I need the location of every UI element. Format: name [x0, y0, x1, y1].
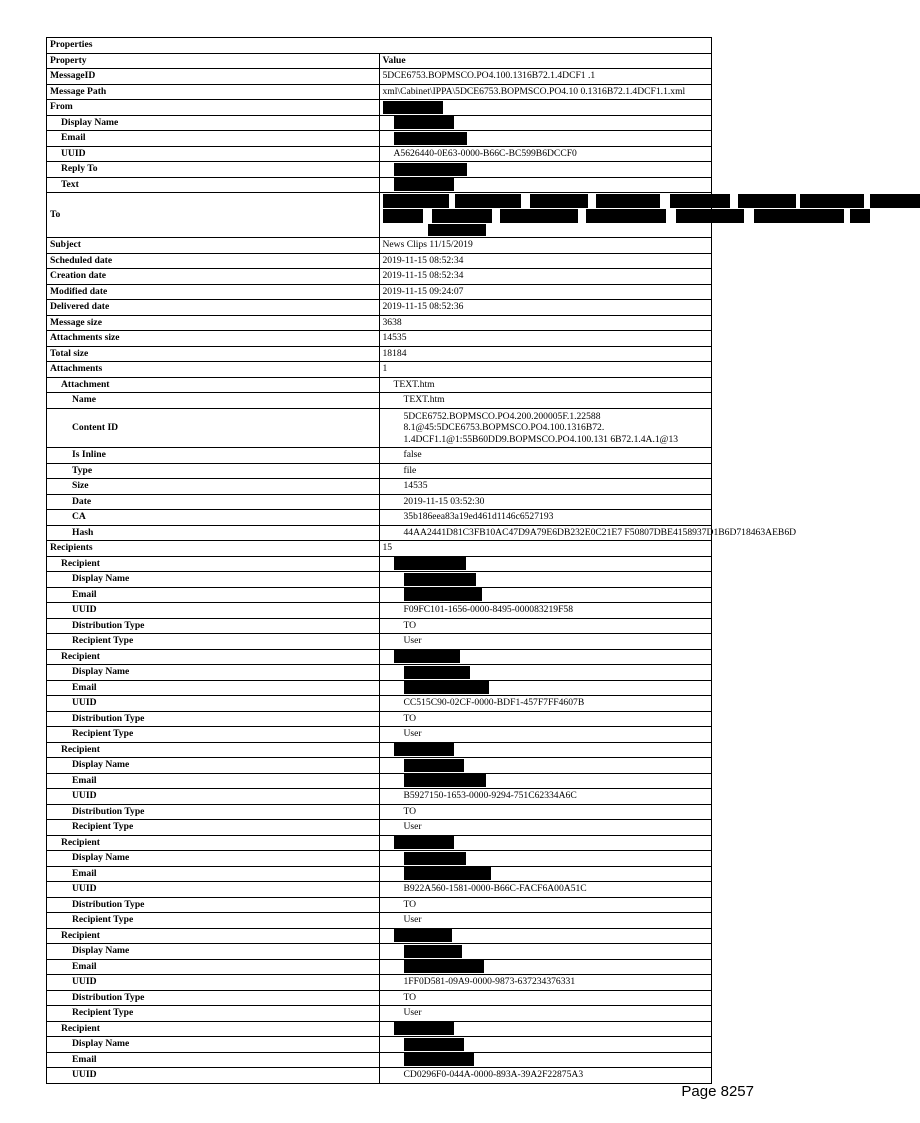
table-row	[47, 634, 712, 650]
property-value: TO	[379, 618, 712, 634]
redaction-bar	[850, 209, 870, 223]
redaction-bar	[394, 743, 454, 756]
table-row	[47, 300, 712, 316]
redacted-value	[379, 162, 712, 178]
property-label: Reply To	[47, 162, 380, 178]
table-row	[47, 284, 712, 300]
table-row	[47, 131, 712, 147]
table-row	[47, 238, 712, 254]
property-label: From	[47, 100, 380, 116]
page-number: Page 8257	[681, 1083, 754, 1100]
redacted-value	[379, 758, 712, 774]
property-label: Recipient	[47, 928, 380, 944]
property-label: Attachment	[47, 377, 380, 393]
table-row	[47, 448, 712, 464]
property-label: Email	[47, 131, 380, 147]
table-row	[47, 696, 712, 712]
property-value: 2019-11-15 09:24:07	[379, 284, 712, 300]
property-label: Email	[47, 866, 380, 882]
property-label: Name	[47, 393, 380, 409]
table-row	[47, 572, 712, 588]
redacted-value	[379, 835, 712, 851]
table-row	[47, 789, 712, 805]
property-label: Is Inline	[47, 448, 380, 464]
table-row	[47, 362, 712, 378]
property-label: Modified date	[47, 284, 380, 300]
properties-table	[46, 37, 797, 1084]
redacted-value	[379, 1021, 712, 1037]
table-row	[47, 1037, 712, 1053]
table-row	[47, 603, 712, 619]
property-label: Display Name	[47, 944, 380, 960]
property-value: 2019-11-15 08:52:36	[379, 300, 712, 316]
redaction-bar	[404, 945, 462, 958]
redacted-value	[379, 556, 712, 572]
property-value: 44AA2441D81C3FB10AC47D9A79E6DB232E0C21E7 F50807DBE4158937D1B6D718463AEB6D	[379, 525, 712, 541]
property-value: TEXT.htm	[379, 393, 712, 409]
table-row	[47, 393, 712, 409]
property-label: Content ID	[47, 408, 380, 448]
property-label: Recipient	[47, 742, 380, 758]
property-label: UUID	[47, 975, 380, 991]
redacted-value	[379, 851, 712, 867]
property-label: Scheduled date	[47, 253, 380, 269]
property-label: Message size	[47, 315, 380, 331]
table-row	[47, 556, 712, 572]
redacted-value	[379, 100, 712, 116]
property-label: CA	[47, 510, 380, 526]
redaction-bar	[404, 1038, 464, 1051]
table-row	[47, 680, 712, 696]
table-row	[47, 146, 712, 162]
table-row	[47, 990, 712, 1006]
table-row	[47, 928, 712, 944]
table-row	[47, 959, 712, 975]
property-label: Creation date	[47, 269, 380, 285]
property-value: CD0296F0-044A-0000-893A-39A2F22875A3	[379, 1068, 712, 1084]
table-row	[47, 649, 712, 665]
property-label: Type	[47, 463, 380, 479]
table-row	[47, 1052, 712, 1068]
redaction-bar	[870, 194, 920, 208]
property-label: Display Name	[47, 758, 380, 774]
properties-table-body	[47, 38, 797, 1084]
table-row	[47, 742, 712, 758]
property-label: Message Path	[47, 84, 380, 100]
property-value: 5DCE6753.BOPMSCO.PO4.100.1316B72.1.4DCF1 .1	[379, 69, 712, 85]
table-row	[47, 346, 712, 362]
table-row	[47, 253, 712, 269]
property-value: F09FC101-1656-0000-8495-000083219F58	[379, 603, 712, 619]
redacted-value	[379, 587, 712, 603]
property-label: Attachments size	[47, 331, 380, 347]
redaction-bar	[432, 209, 492, 223]
property-value: B922A560-1581-0000-B66C-FACF6A00A51C	[379, 882, 712, 898]
redaction-bar	[404, 666, 470, 679]
redacted-value	[379, 773, 712, 789]
property-value: 35b186eea83a19ed461d1146c6527193	[379, 510, 712, 526]
redacted-value	[379, 177, 712, 193]
property-label: Distribution Type	[47, 897, 380, 913]
table-row	[47, 525, 712, 541]
property-label: Distribution Type	[47, 804, 380, 820]
table-row	[47, 727, 712, 743]
redaction-bar	[670, 194, 730, 208]
property-label: Recipient Type	[47, 727, 380, 743]
property-label: UUID	[47, 696, 380, 712]
table-row	[47, 587, 712, 603]
property-label: Recipient Type	[47, 1006, 380, 1022]
property-value: User	[379, 820, 712, 836]
redaction-bar	[394, 929, 452, 942]
property-value: User	[379, 634, 712, 650]
property-label: Text	[47, 177, 380, 193]
property-label: Hash	[47, 525, 380, 541]
table-row	[47, 804, 712, 820]
table-row	[47, 494, 712, 510]
property-label: Subject	[47, 238, 380, 254]
property-value: TO	[379, 990, 712, 1006]
property-value: CC515C90-02CF-0000-BDF1-457F7FF4607B	[379, 696, 712, 712]
table-row	[47, 758, 712, 774]
table-row	[47, 866, 712, 882]
property-value: TO	[379, 711, 712, 727]
property-value: 1	[379, 362, 712, 378]
redacted-value	[379, 866, 712, 882]
redaction-bar	[404, 774, 486, 787]
redaction-bar	[394, 1022, 454, 1035]
property-value: TO	[379, 897, 712, 913]
table-row	[47, 1021, 712, 1037]
property-value: 5DCE6752.BOPMSCO.PO4.200.200005F.1.22588 8.1@45:5DCE6753.BOPMSCO.PO4.100.1316B72. 1.4DCF1.1@1:55B60DD9.BOPMSCO.PO4.100.131 6B72.1.4A.1@13	[379, 408, 712, 448]
redacted-value	[379, 665, 712, 681]
property-value: 1FF0D581-09A9-0000-9873-637234376331	[379, 975, 712, 991]
to-redacted-block	[379, 193, 712, 238]
property-value: TEXT.htm	[379, 377, 712, 393]
table-row	[47, 882, 712, 898]
property-label: Email	[47, 680, 380, 696]
property-label: UUID	[47, 1068, 380, 1084]
table-row	[47, 618, 712, 634]
property-value: xml\Cabinet\IPPA\5DCE6753.BOPMSCO.PO4.10 0.1316B72.1.4DCF1.1.xml	[379, 84, 712, 100]
redaction-bar	[394, 836, 454, 849]
column-header-row	[47, 53, 712, 69]
property-label: Size	[47, 479, 380, 495]
property-label: UUID	[47, 146, 380, 162]
property-label: Recipient Type	[47, 913, 380, 929]
property-label: Email	[47, 773, 380, 789]
table-row	[47, 479, 712, 495]
property-value: 2019-11-15 08:52:34	[379, 269, 712, 285]
redaction-bar	[404, 573, 476, 586]
table-row	[47, 115, 712, 131]
property-value: A5626440-0E63-0000-B66C-BC599B6DCCF0	[379, 146, 712, 162]
property-label: UUID	[47, 789, 380, 805]
redaction-bar	[394, 116, 454, 129]
redaction-bar	[800, 194, 864, 208]
redaction-bar	[394, 650, 460, 663]
table-row	[47, 177, 712, 193]
property-label: Email	[47, 1052, 380, 1068]
table-row	[47, 331, 712, 347]
table-row	[47, 193, 712, 238]
table-row	[47, 408, 712, 448]
table-row	[47, 665, 712, 681]
table-row	[47, 377, 712, 393]
redaction-bar	[754, 209, 844, 223]
property-label: Attachments	[47, 362, 380, 378]
property-label: Display Name	[47, 572, 380, 588]
property-label: Recipient	[47, 649, 380, 665]
property-label: Recipients	[47, 541, 380, 557]
property-value: 3638	[379, 315, 712, 331]
property-label: Display Name	[47, 851, 380, 867]
property-value: 2019-11-15 03:52:30	[379, 494, 712, 510]
table-row	[47, 315, 712, 331]
redaction-bar	[394, 557, 466, 570]
property-label: UUID	[47, 882, 380, 898]
property-value: 15	[379, 541, 712, 557]
table-title-row	[47, 38, 712, 54]
property-label: Display Name	[47, 1037, 380, 1053]
column-header-property: Property	[47, 53, 380, 69]
property-label: To	[47, 193, 380, 238]
table-row	[47, 913, 712, 929]
redaction-bar	[500, 209, 578, 223]
property-label: Display Name	[47, 115, 380, 131]
redaction-bar	[394, 178, 454, 191]
table-row	[47, 1068, 712, 1084]
redaction-bar	[383, 209, 423, 223]
redaction-bar	[394, 163, 467, 176]
table-row	[47, 851, 712, 867]
property-value: 18184	[379, 346, 712, 362]
redaction-bar	[404, 759, 464, 772]
redacted-value	[379, 680, 712, 696]
property-label: Distribution Type	[47, 618, 380, 634]
table-row	[47, 835, 712, 851]
redacted-value	[379, 1037, 712, 1053]
redaction-bar	[404, 681, 489, 694]
property-value: 2019-11-15 08:52:34	[379, 253, 712, 269]
table-row	[47, 1006, 712, 1022]
property-value: User	[379, 913, 712, 929]
property-label: Display Name	[47, 665, 380, 681]
property-label: Recipient	[47, 1021, 380, 1037]
property-value: B5927150-1653-0000-9294-751C62334A6C	[379, 789, 712, 805]
table-row	[47, 269, 712, 285]
table-row	[47, 541, 712, 557]
property-label: Recipient Type	[47, 634, 380, 650]
property-label: Email	[47, 959, 380, 975]
redaction-bar	[404, 588, 482, 601]
property-value: 14535	[379, 479, 712, 495]
redacted-value	[379, 115, 712, 131]
property-value: file	[379, 463, 712, 479]
redaction-bar	[455, 194, 521, 208]
table-row	[47, 820, 712, 836]
property-label: Total size	[47, 346, 380, 362]
property-value: News Clips 11/15/2019	[379, 238, 712, 254]
redacted-value	[379, 944, 712, 960]
table-row	[47, 84, 712, 100]
property-label: Delivered date	[47, 300, 380, 316]
redaction-bar	[596, 194, 660, 208]
table-row	[47, 944, 712, 960]
redacted-value	[379, 131, 712, 147]
property-value: User	[379, 727, 712, 743]
redacted-value	[379, 742, 712, 758]
property-label: UUID	[47, 603, 380, 619]
redaction-bar	[676, 209, 744, 223]
table-row	[47, 975, 712, 991]
column-header-value: Value	[379, 53, 712, 69]
redaction-bar	[383, 194, 449, 208]
redaction-bar	[530, 194, 588, 208]
table-row	[47, 69, 712, 85]
property-label: Recipient Type	[47, 820, 380, 836]
property-label: MessageID	[47, 69, 380, 85]
table-row	[47, 510, 712, 526]
property-value: User	[379, 1006, 712, 1022]
redacted-value	[379, 649, 712, 665]
property-value: 14535	[379, 331, 712, 347]
redaction-bar	[586, 209, 666, 223]
redacted-value	[379, 1052, 712, 1068]
redacted-value	[379, 959, 712, 975]
property-value: false	[379, 448, 712, 464]
redaction-bar	[428, 224, 486, 236]
property-label: Distribution Type	[47, 711, 380, 727]
table-title: Properties	[47, 38, 712, 54]
property-label: Recipient	[47, 556, 380, 572]
redacted-value	[379, 928, 712, 944]
table-row	[47, 463, 712, 479]
redaction-bar	[404, 960, 484, 973]
redaction-bar	[738, 194, 796, 208]
redacted-value	[379, 572, 712, 588]
property-label: Recipient	[47, 835, 380, 851]
redaction-bar	[404, 852, 466, 865]
property-label: Distribution Type	[47, 990, 380, 1006]
table-row	[47, 897, 712, 913]
redaction-bar	[394, 132, 467, 145]
property-label: Email	[47, 587, 380, 603]
property-value: TO	[379, 804, 712, 820]
table-row	[47, 162, 712, 178]
table-row	[47, 100, 712, 116]
redaction-bar	[404, 1053, 474, 1066]
redaction-bar	[404, 867, 491, 880]
table-row	[47, 773, 712, 789]
redaction-bar	[383, 101, 443, 114]
property-label: Date	[47, 494, 380, 510]
table-row	[47, 711, 712, 727]
